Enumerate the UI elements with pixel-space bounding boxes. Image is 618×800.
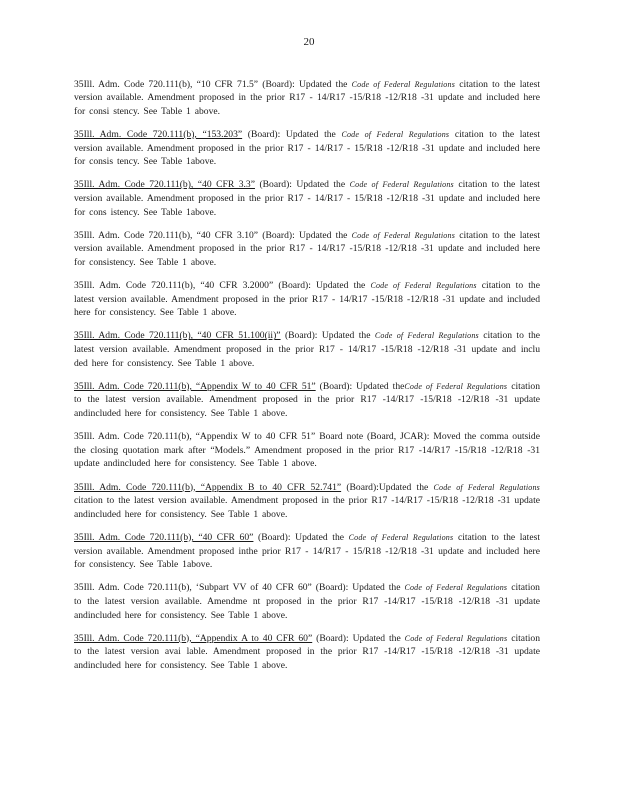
entry-italic: Code of Federal Regulations <box>351 79 456 89</box>
entry-italic: Code of Federal Regulations <box>404 633 508 643</box>
entry-text: citation to the latest version available. Amendment proposed in the prior R17 - 14/R17 - 15/R18 -12/R18 -31 update and included here for consis tency. See Table 1above. <box>74 128 540 168</box>
entry-text: citation to the latest version available. Amendment proposed in the prior R17 - 14/R17 -15/R18 -12/R18 -31 update and included here for consistency. See Table 1 above. <box>74 280 540 319</box>
amendment-entry <box>74 178 540 219</box>
entry-italic: Code of Federal Regulations <box>370 281 477 291</box>
entry-citation: 35Ill. Adm. Code 720.111(b), “40 CFR 60” <box>74 531 254 543</box>
entry-text: citation to the latest version avai lable. Amendment proposed in the prior R17 -14/R17 -15/R18 -12/R18 -31 update andincluded here for consistency. See Table 1 above. <box>74 632 540 671</box>
entry-text: citation to the latest version available. Amendme nt proposed in the prior R17 -14/R17 -15/R18 -12/R18 -31 update andincluded here for consistency. See Table 1 above. <box>74 582 540 621</box>
entry-text: (Board): Updated the <box>242 128 342 140</box>
entry-text: citation to the latest version available. Amendment proposed in the prior R17 - 14/R17 -15/R18 -12/R18 -31 update and included here for consistency. See Table 1 above. <box>74 229 540 268</box>
entry-italic: Code of Federal Regulations <box>349 180 454 190</box>
entry-text: Board note (Board, JCAR): Moved the comma outside the closing quotation mark after “Models.” Amendment proposed in the prior R17 -14/R17 -15/R18 -12/R18 -31 update andincluded here for consistency. See Table 1 above. <box>74 431 540 470</box>
entry-text: citation to the latest version available. Amendment proposed in the prior R17 - 14/R17 - 15/R18 -12/R18 -31 update and included here for cons istency. See Table 1above. <box>74 179 540 218</box>
amendment-entry <box>74 481 540 522</box>
amendment-list <box>74 68 540 680</box>
entry-italic: Code of Federal Regulations <box>404 583 508 593</box>
entry-text: (Board): Updated the <box>280 330 375 342</box>
entry-text: citation to the latest version available. Amendment proposed in the prior R17 -14/R17 -15/R18 -12/R18 -31 update andincluded here for consistency. See Table 1 above. <box>74 380 541 420</box>
entry-text: (Board): Updated the <box>254 179 350 191</box>
entry-italic: Code of Federal Regulations <box>341 129 450 139</box>
amendment-entry <box>74 128 540 169</box>
entry-citation: 35Ill. Adm. Code 720.111(b), “10 CFR 71.5” <box>74 78 259 90</box>
entry-citation: 35Ill. Adm. Code 720.111(b), “153.203” <box>74 128 243 140</box>
entry-citation: 35Ill. Adm. Code 720.111(b), “Appendix A to 40 CFR 60” <box>74 632 313 644</box>
entry-text: (Board): Updated the <box>311 582 405 594</box>
entry-text: (Board): Updated the <box>273 280 371 292</box>
entry-text: (Board): Updated the <box>258 229 352 241</box>
amendment-entry <box>74 78 540 119</box>
entry-italic: Code of Federal Regulations <box>348 532 454 542</box>
entry-citation: 35Ill. Adm. Code 720.111(b), ‘Subpart VV of 40 CFR 60” <box>74 582 312 594</box>
entry-text: citation to the latest version available. Amendment proposed inthe prior R17 - 14/R17 - 15/R18 -12/R18 -31 update and included here for consistency. See Table 1above. <box>74 531 540 571</box>
entry-italic: Code of Federal Regulations <box>404 381 508 391</box>
entry-text: citation to the latest version available. Amendment proposed in the prior R17 -14/R17 -15/R18 -12/R18 -31 update andincluded here for consistency. See Table 1 above. <box>74 495 540 520</box>
entry-italic: Code of Federal Regulations <box>433 482 540 492</box>
entry-italic: Code of Federal Regulations <box>351 230 456 240</box>
entry-text: (Board): Updated the <box>258 78 352 90</box>
entry-citation: 35Ill. Adm. Code 720.111(b), “40 CFR 51.100(ii)” <box>74 330 281 342</box>
entry-citation: 35Ill. Adm. Code 720.111(b), “40 CFR 3.3” <box>74 179 255 191</box>
page-number: 20 <box>303 36 315 48</box>
amendment-entry <box>74 229 540 270</box>
amendment-entry <box>74 279 540 320</box>
amendment-entry <box>74 632 540 673</box>
entry-text: (Board):Updated the <box>341 481 434 493</box>
amendment-entry <box>74 430 540 471</box>
amendment-entry <box>74 329 540 370</box>
entry-citation: 35Ill. Adm. Code 720.111(b), “40 CFR 3.2000” <box>74 280 274 292</box>
entry-italic: Code of Federal Regulations <box>374 331 479 341</box>
entry-text: citation to the latest version available. Amendment proposed in the prior R17 - 14/R17 -15/R18 -12/R18 -31 update and inclu ded here for consistency. See Table 1 above. <box>74 330 540 369</box>
entry-text: (Board): Updated the <box>315 380 405 392</box>
entry-text: (Board): Updated the <box>312 632 405 644</box>
amendment-entry <box>74 380 540 421</box>
amendment-entry <box>74 531 540 572</box>
entry-citation: 35Ill. Adm. Code 720.111(b), “Appendix W to 40 CFR 51” <box>74 431 316 443</box>
entry-citation: 35Ill. Adm. Code 720.111(b), “Appendix W to 40 CFR 51” <box>74 380 316 392</box>
entry-text: (Board): Updated the <box>253 531 349 543</box>
entry-text: citation to the latest version available. Amendment proposed in the prior R17 - 14/R17 -15/R18 -12/R18 -31 update and included here for consi stency. See Table 1 above. <box>74 78 540 117</box>
entry-citation: 35Ill. Adm. Code 720.111(b), “40 CFR 3.10” <box>74 229 259 241</box>
amendment-entry <box>74 581 540 622</box>
entry-citation: 35Ill. Adm. Code 720.111(b), “Appendix B to 40 CFR 52.741” <box>74 481 342 493</box>
